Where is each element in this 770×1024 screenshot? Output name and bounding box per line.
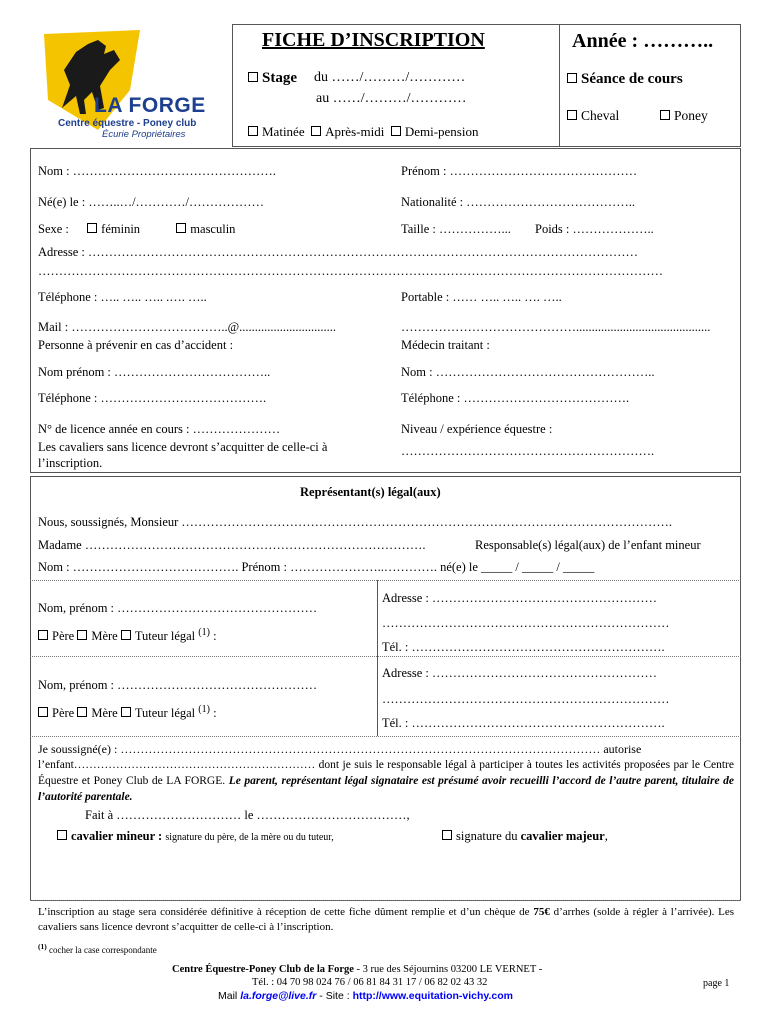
footer-page: page 1 xyxy=(703,978,730,989)
mail-field[interactable]: Mail : ………………………………..@............................... xyxy=(38,320,336,334)
logo-line2: Écurie Propriétaires xyxy=(102,129,186,140)
footnote: $^{(1)}$ cocher la case correspondante xyxy=(38,942,157,955)
cavalier-majeur-option[interactable]: signature du cavalier majeur, xyxy=(442,829,608,844)
footer-address: Centre Équestre-Poney Club de la Forge - 3 rue des Séjournins 03200 LE VERNET - xyxy=(172,964,543,975)
guardian1-adresse[interactable]: Adresse : ……………………………………………… xyxy=(382,591,657,605)
sexe-row xyxy=(38,222,235,237)
portable-field[interactable]: Portable : …… ….. ….. …. ….. xyxy=(401,290,562,304)
nom-field[interactable]: Nom : …………………………………………. xyxy=(38,164,276,178)
contact-tel-field[interactable]: Téléphone : …………………………………. xyxy=(38,391,267,405)
mere-option[interactable]: Mère xyxy=(77,629,117,643)
legal-line2b: Responsable(s) légal(aux) de l’enfant mineur xyxy=(475,538,701,552)
autorisation-line1[interactable]: Je soussigné(e) : ………………………………………………………………………………………………………… autorise xyxy=(38,742,642,756)
telephone-field[interactable]: Téléphone : ….. ….. ….. .…. ….. xyxy=(38,290,207,304)
option-matinee[interactable]: Matinée xyxy=(248,124,305,139)
logo-line1: Centre équestre - Poney club xyxy=(58,118,197,129)
guardian2-adresse-2[interactable]: …………………………………………………………… xyxy=(382,692,670,706)
medecin-nom-field[interactable]: Nom : …………………………………………….. xyxy=(401,365,655,379)
stage-checkbox[interactable] xyxy=(248,72,258,82)
guardian1-role xyxy=(38,627,217,644)
footer-org: Centre Équestre-Poney Club de la Forge xyxy=(172,964,354,975)
niveau-label: Niveau / expérience équestre : xyxy=(401,422,553,436)
mail-field-2[interactable]: ……………………………………........................................... xyxy=(401,320,711,334)
separator xyxy=(30,580,741,581)
guardian1-nom[interactable]: Nom, prénom : ………………………………………… xyxy=(38,601,318,615)
legal-line2a[interactable]: Madame ………………………………………………………………………. xyxy=(38,538,426,552)
separator xyxy=(30,900,741,901)
licence-note: Les cavaliers sans licence devront s’acquitter de celle-ci à xyxy=(38,440,328,454)
autorisation-note: Le parent, représentant légal signataire est présumé avoir recueilli l’accord de l’autre parent, titulaire de l’autorité parentale. xyxy=(38,775,734,803)
masculin-option[interactable]: masculin xyxy=(176,222,235,236)
autorisation-text: l’enfant……………………………………………………… dont je suis le responsable légal à participer à toutes les activités proposées par le Centre Équestre et Poney Club de LA FORGE. Le parent, représentant légal signataire est présumé avoir recueilli l’accord de l’autre parent, titulaire de l’autorité parentale. xyxy=(38,759,734,803)
logo xyxy=(40,30,210,142)
legal-title: Représentant(s) légal(aux) xyxy=(300,485,441,499)
niveau-field[interactable]: ……………………………………………………. xyxy=(401,444,655,458)
seance-option[interactable]: Séance de cours xyxy=(567,71,683,88)
medecin-tel-field[interactable]: Téléphone : …………………………………. xyxy=(401,391,630,405)
guardian2-tel[interactable]: Tél. : ……………………………………………………. xyxy=(382,716,665,730)
option-demi-pension[interactable]: Demi-pension xyxy=(391,124,479,139)
licence-note-2: l’inscription. xyxy=(38,456,103,470)
fait-a-field[interactable]: Fait à ………………………… le ………………………………, xyxy=(85,808,410,822)
adresse-field-2[interactable]: …………………………………………………………………………………………………………………………………… xyxy=(38,264,663,278)
option-apres-midi[interactable]: Après-midi xyxy=(311,124,384,139)
guardian1-tel[interactable]: Tél. : ……………………………………………………. xyxy=(382,640,665,654)
annee-field[interactable]: Année : ……….. xyxy=(572,30,714,52)
contact-urgence-label: Personne à prévenir en cas d’accident : xyxy=(38,338,234,352)
arrhes-amount: 75€ xyxy=(533,906,550,918)
pere-option[interactable]: Père xyxy=(38,706,74,720)
stage-au[interactable]: au ……/………/………… xyxy=(316,91,467,106)
prenom-field[interactable]: Prénom : ……………………………………… xyxy=(401,164,638,178)
licence-field[interactable]: N° de licence année en cours : ………………… xyxy=(38,422,281,436)
mere-option[interactable]: Mère xyxy=(77,706,117,720)
footer-mail-link[interactable]: la.forge@live.fr xyxy=(240,990,317,1002)
page-title: FICHE D’INSCRIPTION xyxy=(262,29,485,51)
feminin-option[interactable]: féminin xyxy=(87,222,140,236)
separator xyxy=(30,656,741,657)
inscription-note: L’inscription au stage sera considérée définitive à réception de cette fiche dûment remplie et d’un chèque de 75€ d’arrhes (solde à régler à l’arrivée). Les cavaliers sans licence devront s’acquitter de celle-ci à l’inscription. xyxy=(38,906,735,933)
stage-du[interactable]: du ……/………/………… xyxy=(314,70,466,85)
footer-links: Mail la.forge@live.fr - Site : http://www.equitation-vichy.com xyxy=(218,990,513,1002)
adresse-field[interactable]: Adresse : …………………………………………………………………………………………………………………… xyxy=(38,245,638,259)
separator xyxy=(30,736,741,737)
taille-field[interactable]: Taille : ……………... xyxy=(401,222,511,236)
pere-option[interactable]: Père xyxy=(38,629,74,643)
poney-option[interactable]: Poney xyxy=(660,108,708,124)
tuteur-option[interactable]: Tuteur légal $^{(1)}$ : xyxy=(121,629,217,643)
cavalier-mineur-option[interactable]: cavalier mineur : signature du père, de la mère ou du tuteur, xyxy=(57,829,334,844)
sexe-label: Sexe : xyxy=(38,222,69,236)
legal-line1[interactable]: Nous, soussignés, Monsieur ………………………………………………………………………………………………………. xyxy=(38,515,673,529)
footer-tel: Tél. : 04 70 98 024 76 / 06 81 84 31 17 / 06 82 02 43 32 xyxy=(252,977,488,988)
guardian2-role xyxy=(38,704,217,721)
cavalier-mineur-sig: signature du père, de la mère ou du tuteur, xyxy=(165,832,334,843)
logo-brand: LA FORGE xyxy=(94,94,206,117)
naissance-field[interactable]: Né(e) le : ……..…/…………/……………… xyxy=(38,195,265,209)
nationalite-field[interactable]: Nationalité : ………………………………….. xyxy=(401,195,636,209)
guardian2-nom[interactable]: Nom, prénom : ………………………………………… xyxy=(38,678,318,692)
column-divider xyxy=(377,580,378,736)
guardian2-adresse[interactable]: Adresse : ……………………………………………… xyxy=(382,666,657,680)
cheval-option[interactable]: Cheval xyxy=(567,108,619,124)
poids-field[interactable]: Poids : ……………….. xyxy=(535,222,654,236)
legal-line3[interactable]: Nom : …………………………………. Prénom : …………………..…………. né(e) le _____ / _____ / _____ xyxy=(38,560,595,574)
medecin-label: Médecin traitant : xyxy=(401,338,490,352)
stage-options xyxy=(248,124,478,140)
contact-nom-field[interactable]: Nom prénom : ……………………………….. xyxy=(38,365,271,379)
guardian1-adresse-2[interactable]: …………………………………………………………… xyxy=(382,616,670,630)
footer-site-link[interactable]: http://www.equitation-vichy.com xyxy=(352,990,513,1002)
tuteur-option[interactable]: Tuteur légal $^{(1)}$ : xyxy=(121,706,217,720)
stage-label-row[interactable]: Stage xyxy=(248,70,297,87)
